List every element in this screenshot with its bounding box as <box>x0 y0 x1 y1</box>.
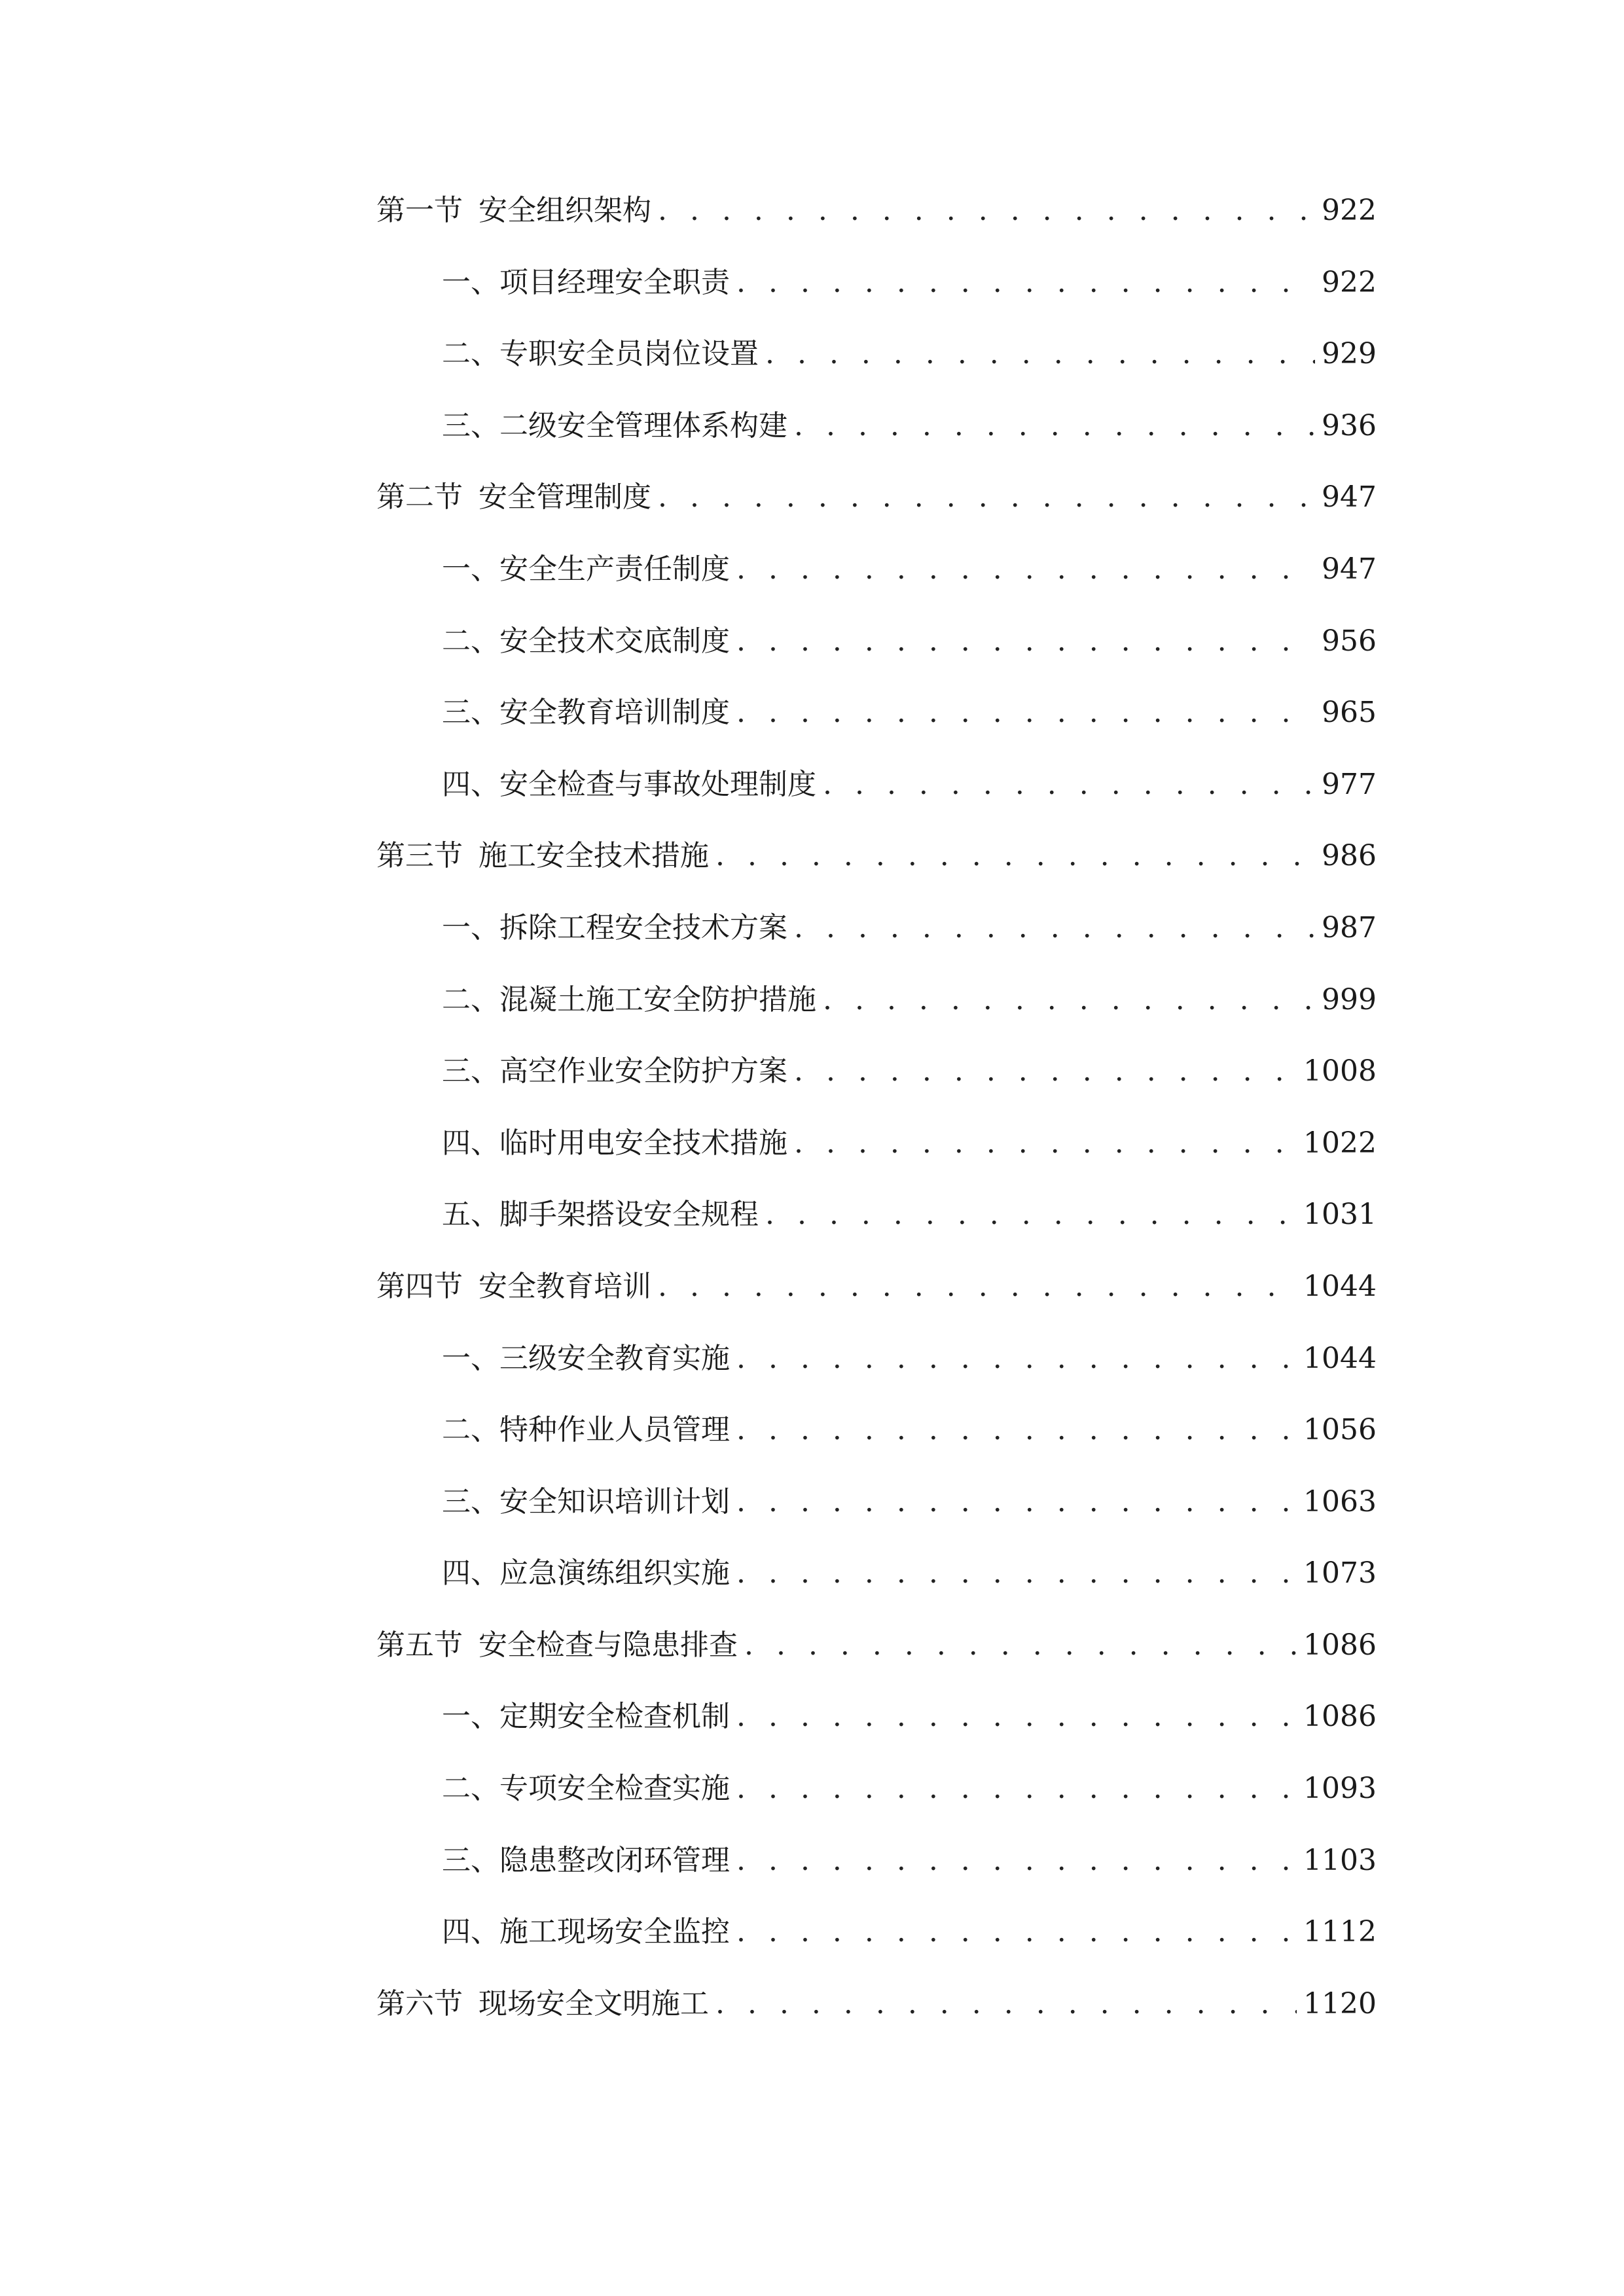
toc-entry-title: 安全生产责任制度 <box>499 552 730 586</box>
toc-entry-number: 四、 <box>442 1556 499 1590</box>
toc-entry-title: 专项安全检查实施 <box>499 1772 730 1806</box>
toc-entry-title: 项目经理安全职责 <box>499 265 730 299</box>
toc-section-entry[interactable] <box>376 480 1377 555</box>
toc-entry-number: 第四节 <box>376 1269 463 1303</box>
toc-section-entry[interactable] <box>376 196 1377 268</box>
dot-leader <box>823 986 1315 1014</box>
toc-subsection-entry[interactable] <box>376 698 1377 770</box>
toc-entry-title: 专职安全员岗位设置 <box>499 337 759 371</box>
toc-entry-page-number: 1093 <box>1303 1772 1377 1806</box>
toc-entry-number: 一、 <box>442 552 499 586</box>
toc-entry-page-number: 1112 <box>1303 1915 1377 1949</box>
toc-subsection-entry[interactable] <box>376 624 1377 699</box>
dot-leader <box>823 770 1315 799</box>
dot-leader <box>658 1272 1297 1301</box>
dot-leader <box>765 1200 1297 1229</box>
dot-leader <box>736 1344 1297 1373</box>
toc-subsection-entry[interactable] <box>376 1774 1377 1846</box>
toc-entry-page-number: 1073 <box>1303 1556 1377 1590</box>
toc-entry-number: 五、 <box>442 1198 499 1232</box>
toc-entry-page-number: 987 <box>1322 910 1377 944</box>
toc-entry-title: 脚手架搭设安全规程 <box>499 1198 759 1232</box>
toc-entry-number: 四、 <box>442 1915 499 1949</box>
toc-entry-page-number: 965 <box>1322 696 1377 730</box>
toc-entry-number: 三、 <box>442 408 499 442</box>
toc-section-entry[interactable] <box>376 1628 1377 1703</box>
toc-entry-page-number: 1103 <box>1303 1843 1377 1877</box>
dot-leader <box>794 914 1315 942</box>
toc-subsection-entry[interactable] <box>376 1413 1377 1488</box>
toc-subsection-entry[interactable] <box>376 408 1377 484</box>
toc-entry-page-number: 1063 <box>1303 1484 1377 1518</box>
toc-subsection-entry[interactable] <box>376 1915 1377 1990</box>
dot-leader <box>736 627 1315 656</box>
toc-entry-number: 第六节 <box>376 1986 463 2020</box>
dot-leader <box>715 842 1315 870</box>
dot-leader <box>794 1129 1297 1158</box>
toc-subsection-entry[interactable] <box>376 1200 1377 1272</box>
toc-entry-number: 第一节 <box>376 194 463 227</box>
dot-leader <box>736 1416 1297 1444</box>
dot-leader <box>794 1057 1297 1086</box>
toc-entry-page-number: 1031 <box>1303 1198 1377 1232</box>
toc-subsection-entry[interactable] <box>376 1556 1377 1631</box>
dot-leader <box>658 483 1315 512</box>
toc-entry-number: 一、 <box>442 1700 499 1734</box>
toc-entry-number: 一、 <box>442 265 499 299</box>
toc-entry-title: 特种作业人员管理 <box>499 1413 730 1447</box>
dot-leader <box>715 1990 1297 2018</box>
toc-entry-title: 安全检查与隐患排查 <box>478 1628 738 1662</box>
toc-entry-number: 二、 <box>442 337 499 371</box>
toc-entry-title: 隐患整改闭环管理 <box>499 1843 730 1877</box>
toc-subsection-entry[interactable] <box>376 1341 1377 1416</box>
toc-entry-number: 四、 <box>442 767 499 801</box>
toc-entry-number: 二、 <box>442 1772 499 1806</box>
dot-leader <box>794 412 1315 440</box>
dot-leader <box>736 1774 1297 1803</box>
toc-subsection-entry[interactable] <box>376 982 1377 1058</box>
table-of-contents <box>376 196 1377 2061</box>
toc-entry-title: 临时用电安全技术措施 <box>499 1126 787 1160</box>
toc-subsection-entry[interactable] <box>376 910 1377 986</box>
toc-entry-title: 高空作业安全防护方案 <box>499 1054 787 1088</box>
toc-entry-number: 一、 <box>442 1341 499 1375</box>
toc-entry-page-number: 986 <box>1322 839 1377 873</box>
dot-leader <box>736 1559 1297 1588</box>
toc-subsection-entry[interactable] <box>376 1843 1377 1918</box>
toc-entry-page-number: 936 <box>1322 408 1377 442</box>
dot-leader <box>736 1918 1297 1946</box>
toc-entry-title: 应急演练组织实施 <box>499 1556 730 1590</box>
toc-entry-number: 第三节 <box>376 839 463 873</box>
dot-leader <box>736 268 1315 297</box>
toc-entry-page-number: 999 <box>1322 982 1377 1016</box>
dot-leader <box>736 1488 1297 1516</box>
toc-subsection-entry[interactable] <box>376 1484 1377 1560</box>
toc-entry-number: 二、 <box>442 982 499 1016</box>
toc-subsection-entry[interactable] <box>376 767 1377 842</box>
toc-entry-title: 定期安全检查机制 <box>499 1700 730 1734</box>
toc-entry-page-number: 1022 <box>1303 1126 1377 1160</box>
toc-entry-title: 安全检查与事故处理制度 <box>499 767 816 801</box>
toc-entry-page-number: 1086 <box>1303 1628 1377 1662</box>
toc-subsection-entry[interactable] <box>376 552 1377 627</box>
toc-subsection-entry[interactable] <box>376 1702 1377 1774</box>
toc-entry-page-number: 922 <box>1322 265 1377 299</box>
toc-entry-title: 三级安全教育实施 <box>499 1341 730 1375</box>
toc-entry-page-number: 947 <box>1322 552 1377 586</box>
toc-entry-number: 四、 <box>442 1126 499 1160</box>
toc-entry-title: 拆除工程安全技术方案 <box>499 910 787 944</box>
dot-leader <box>736 1702 1297 1731</box>
dot-leader <box>765 340 1315 368</box>
toc-entry-title: 混凝土施工安全防护措施 <box>499 982 816 1016</box>
dot-leader <box>736 555 1315 584</box>
dot-leader <box>736 698 1315 727</box>
toc-entry-number: 三、 <box>442 1054 499 1088</box>
toc-entry-number: 一、 <box>442 910 499 944</box>
toc-entry-title: 施工现场安全监控 <box>499 1915 730 1949</box>
toc-entry-page-number: 922 <box>1322 194 1377 227</box>
toc-entry-page-number: 956 <box>1322 624 1377 658</box>
toc-entry-number: 二、 <box>442 624 499 658</box>
toc-entry-title: 安全教育培训制度 <box>499 696 730 730</box>
dot-leader <box>744 1631 1297 1660</box>
toc-subsection-entry[interactable] <box>376 1126 1377 1201</box>
toc-entry-page-number: 1120 <box>1303 1986 1377 2020</box>
toc-entry-page-number: 1056 <box>1303 1413 1377 1447</box>
toc-section-entry[interactable] <box>376 1269 1377 1344</box>
toc-entry-page-number: 929 <box>1322 337 1377 371</box>
toc-entry-title: 安全管理制度 <box>478 480 651 514</box>
dot-leader <box>658 196 1315 225</box>
toc-subsection-entry[interactable] <box>376 1054 1377 1129</box>
toc-subsection-entry[interactable] <box>376 337 1377 412</box>
toc-entry-number: 第五节 <box>376 1628 463 1662</box>
toc-entry-number: 三、 <box>442 696 499 730</box>
toc-section-entry[interactable] <box>376 1986 1377 2062</box>
toc-entry-page-number: 1008 <box>1303 1054 1377 1088</box>
toc-entry-page-number: 1044 <box>1303 1269 1377 1303</box>
toc-entry-title: 安全技术交底制度 <box>499 624 730 658</box>
toc-entry-number: 三、 <box>442 1484 499 1518</box>
toc-entry-title: 二级安全管理体系构建 <box>499 408 787 442</box>
toc-entry-number: 第二节 <box>376 480 463 514</box>
toc-entry-number: 三、 <box>442 1843 499 1877</box>
toc-entry-number: 二、 <box>442 1413 499 1447</box>
toc-entry-page-number: 977 <box>1322 767 1377 801</box>
toc-entry-page-number: 1086 <box>1303 1700 1377 1734</box>
toc-entry-title: 安全组织架构 <box>478 194 651 227</box>
toc-entry-page-number: 947 <box>1322 480 1377 514</box>
toc-entry-title: 施工安全技术措施 <box>478 839 709 873</box>
toc-entry-title: 现场安全文明施工 <box>478 1986 709 2020</box>
toc-entry-title: 安全教育培训 <box>478 1269 651 1303</box>
toc-entry-page-number: 1044 <box>1303 1341 1377 1375</box>
toc-entry-title: 安全知识培训计划 <box>499 1484 730 1518</box>
toc-subsection-entry[interactable] <box>376 265 1377 340</box>
dot-leader <box>736 1846 1297 1875</box>
toc-section-entry[interactable] <box>376 839 1377 914</box>
